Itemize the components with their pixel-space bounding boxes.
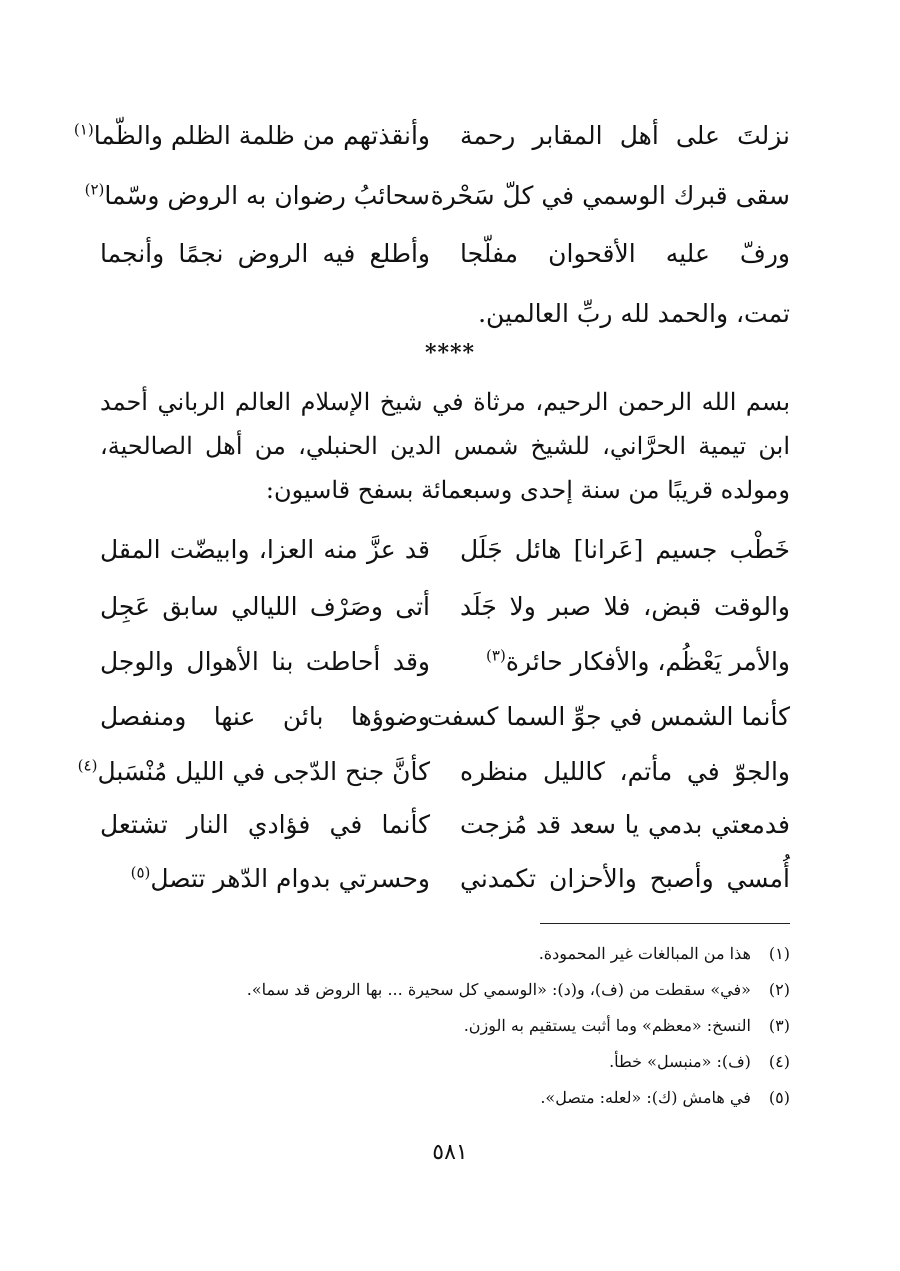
verse-second-hemistich: وضوؤها بائن عنها ومنفصل [100, 702, 430, 731]
verse-second-hemistich [84, 174, 430, 218]
intro-line: بسم الله الرحمن الرحيم، مرثاة في شيخ الإسلام العالم الرباني أحمد [100, 388, 790, 416]
footnote-text: النسخ: «معظم» وما أثبت يستقيم به الوزن. [463, 1016, 751, 1035]
verse-second-hemistich: قد عزَّ منه العزا، وابيضّت المقل [100, 535, 430, 564]
footnote [100, 972, 790, 1008]
hemistich-text: كأنَّ جنح الدّجى في الليل مُنْسَبل [97, 757, 430, 786]
hemistich-text: وحسرتي بدوام الدّهر تتصل [150, 864, 430, 893]
section-separator: **** [424, 340, 476, 366]
footnote-number: (١) [768, 944, 790, 963]
verse-first-hemistich: نزلتَ على أهل المقابر رحمة [460, 121, 790, 150]
verse-first-hemistich: خَطْب جسيم [عَرانا] هائل جَلَل [460, 535, 790, 564]
intro-line: ومولده قريبًا من سنة إحدى وسبعمائة بسفح قاسيون: [265, 476, 790, 504]
footnote [100, 1080, 790, 1116]
footnote-marker: (٥) [130, 863, 151, 882]
verse-line [77, 750, 790, 794]
verse-first-hemistich: فدمعتي بدمي يا سعد قد مُزجت [460, 810, 790, 839]
verse-first-hemistich: أُمسي وأصبح والأحزان تكمدني [460, 864, 790, 893]
verse-second-hemistich: كأنما في فؤادي النار تشتعل [100, 810, 430, 839]
footnote-marker: (١) [73, 120, 94, 139]
page-number: ٥٨١ [432, 1140, 468, 1165]
footnote-text: (ف): «منبسل» خطأ. [609, 1052, 751, 1071]
verse-first-hemistich: ورفّ عليه الأقحوان مفلّجا [460, 239, 790, 268]
verse-second-hemistich: وأطلع فيه الروض نجمًا وأنجما [100, 239, 430, 268]
verse-line [100, 857, 790, 901]
verse-first-hemistich: سقى قبرك الوسمي في كلّ سَحْرة [430, 181, 790, 210]
footnote-marker: (٢) [84, 180, 105, 199]
intro-paragraph [100, 380, 790, 512]
verse-line [84, 174, 790, 218]
intro-line: ابن تيمية الحرَّاني، للشيخ شمس الدين الحنبلي، من أهل الصالحية، [100, 432, 790, 460]
verse-second-hemistich: أتى وصَرْف الليالي سابق عَجِل [100, 592, 430, 621]
footnote-text: «في» سقطت من (ف)، و(د): «الوسمي كل سحيرة ... بها الروض قد سما». [246, 980, 751, 999]
footnote-number: (٤) [768, 1052, 790, 1071]
footnote [100, 1044, 790, 1080]
verse-line [100, 232, 790, 276]
verse-second-hemistich: وقد أحاطت بنا الأهوال والوجل [100, 647, 430, 676]
footnote-marker: (٣) [486, 646, 506, 665]
footnote-number: (٥) [768, 1088, 790, 1107]
verse-first-hemistich: كأنما الشمس في جوِّ السما كسفت [427, 702, 790, 731]
verse-second-hemistich [100, 857, 430, 901]
verse-second-hemistich [77, 750, 430, 794]
hemistich-text: والأمر يَعْظُم، والأفكار حائرة [505, 647, 790, 676]
footnote-number: (٢) [768, 980, 790, 999]
footnote-number: (٣) [768, 1016, 790, 1035]
footnote-text: في هامش (ك): «لعله: متصل». [540, 1088, 751, 1107]
verse-first-hemistich: والوقت قبض، فلا صبر ولا جَلَد [460, 592, 790, 621]
verse-line [100, 803, 790, 847]
footnote-marker: (٤) [77, 756, 98, 775]
verse-first-hemistich: والجوّ في مأتم، كالليل منظره [460, 757, 790, 786]
footnote-divider [540, 923, 790, 924]
footnote-text: هذا من المبالغات غير المحمودة. [538, 944, 751, 963]
verse-line [100, 585, 790, 629]
footnote [100, 1008, 790, 1044]
footnotes [100, 936, 790, 1116]
verse-first-hemistich [460, 640, 790, 684]
verse-second-hemistich [73, 114, 430, 158]
verse-line [100, 528, 790, 572]
verse-line [73, 114, 790, 158]
closing-line: تمت، والحمد لله ربِّ العالمين. [478, 299, 790, 328]
verse-line [100, 640, 790, 684]
footnote [100, 936, 790, 972]
verse-line [100, 695, 790, 739]
hemistich-text: سحائبُ رضوان به الروض وسّما [104, 181, 430, 210]
hemistich-text: وأنقذتهم من ظلمة الظلم والظّما [93, 121, 430, 150]
